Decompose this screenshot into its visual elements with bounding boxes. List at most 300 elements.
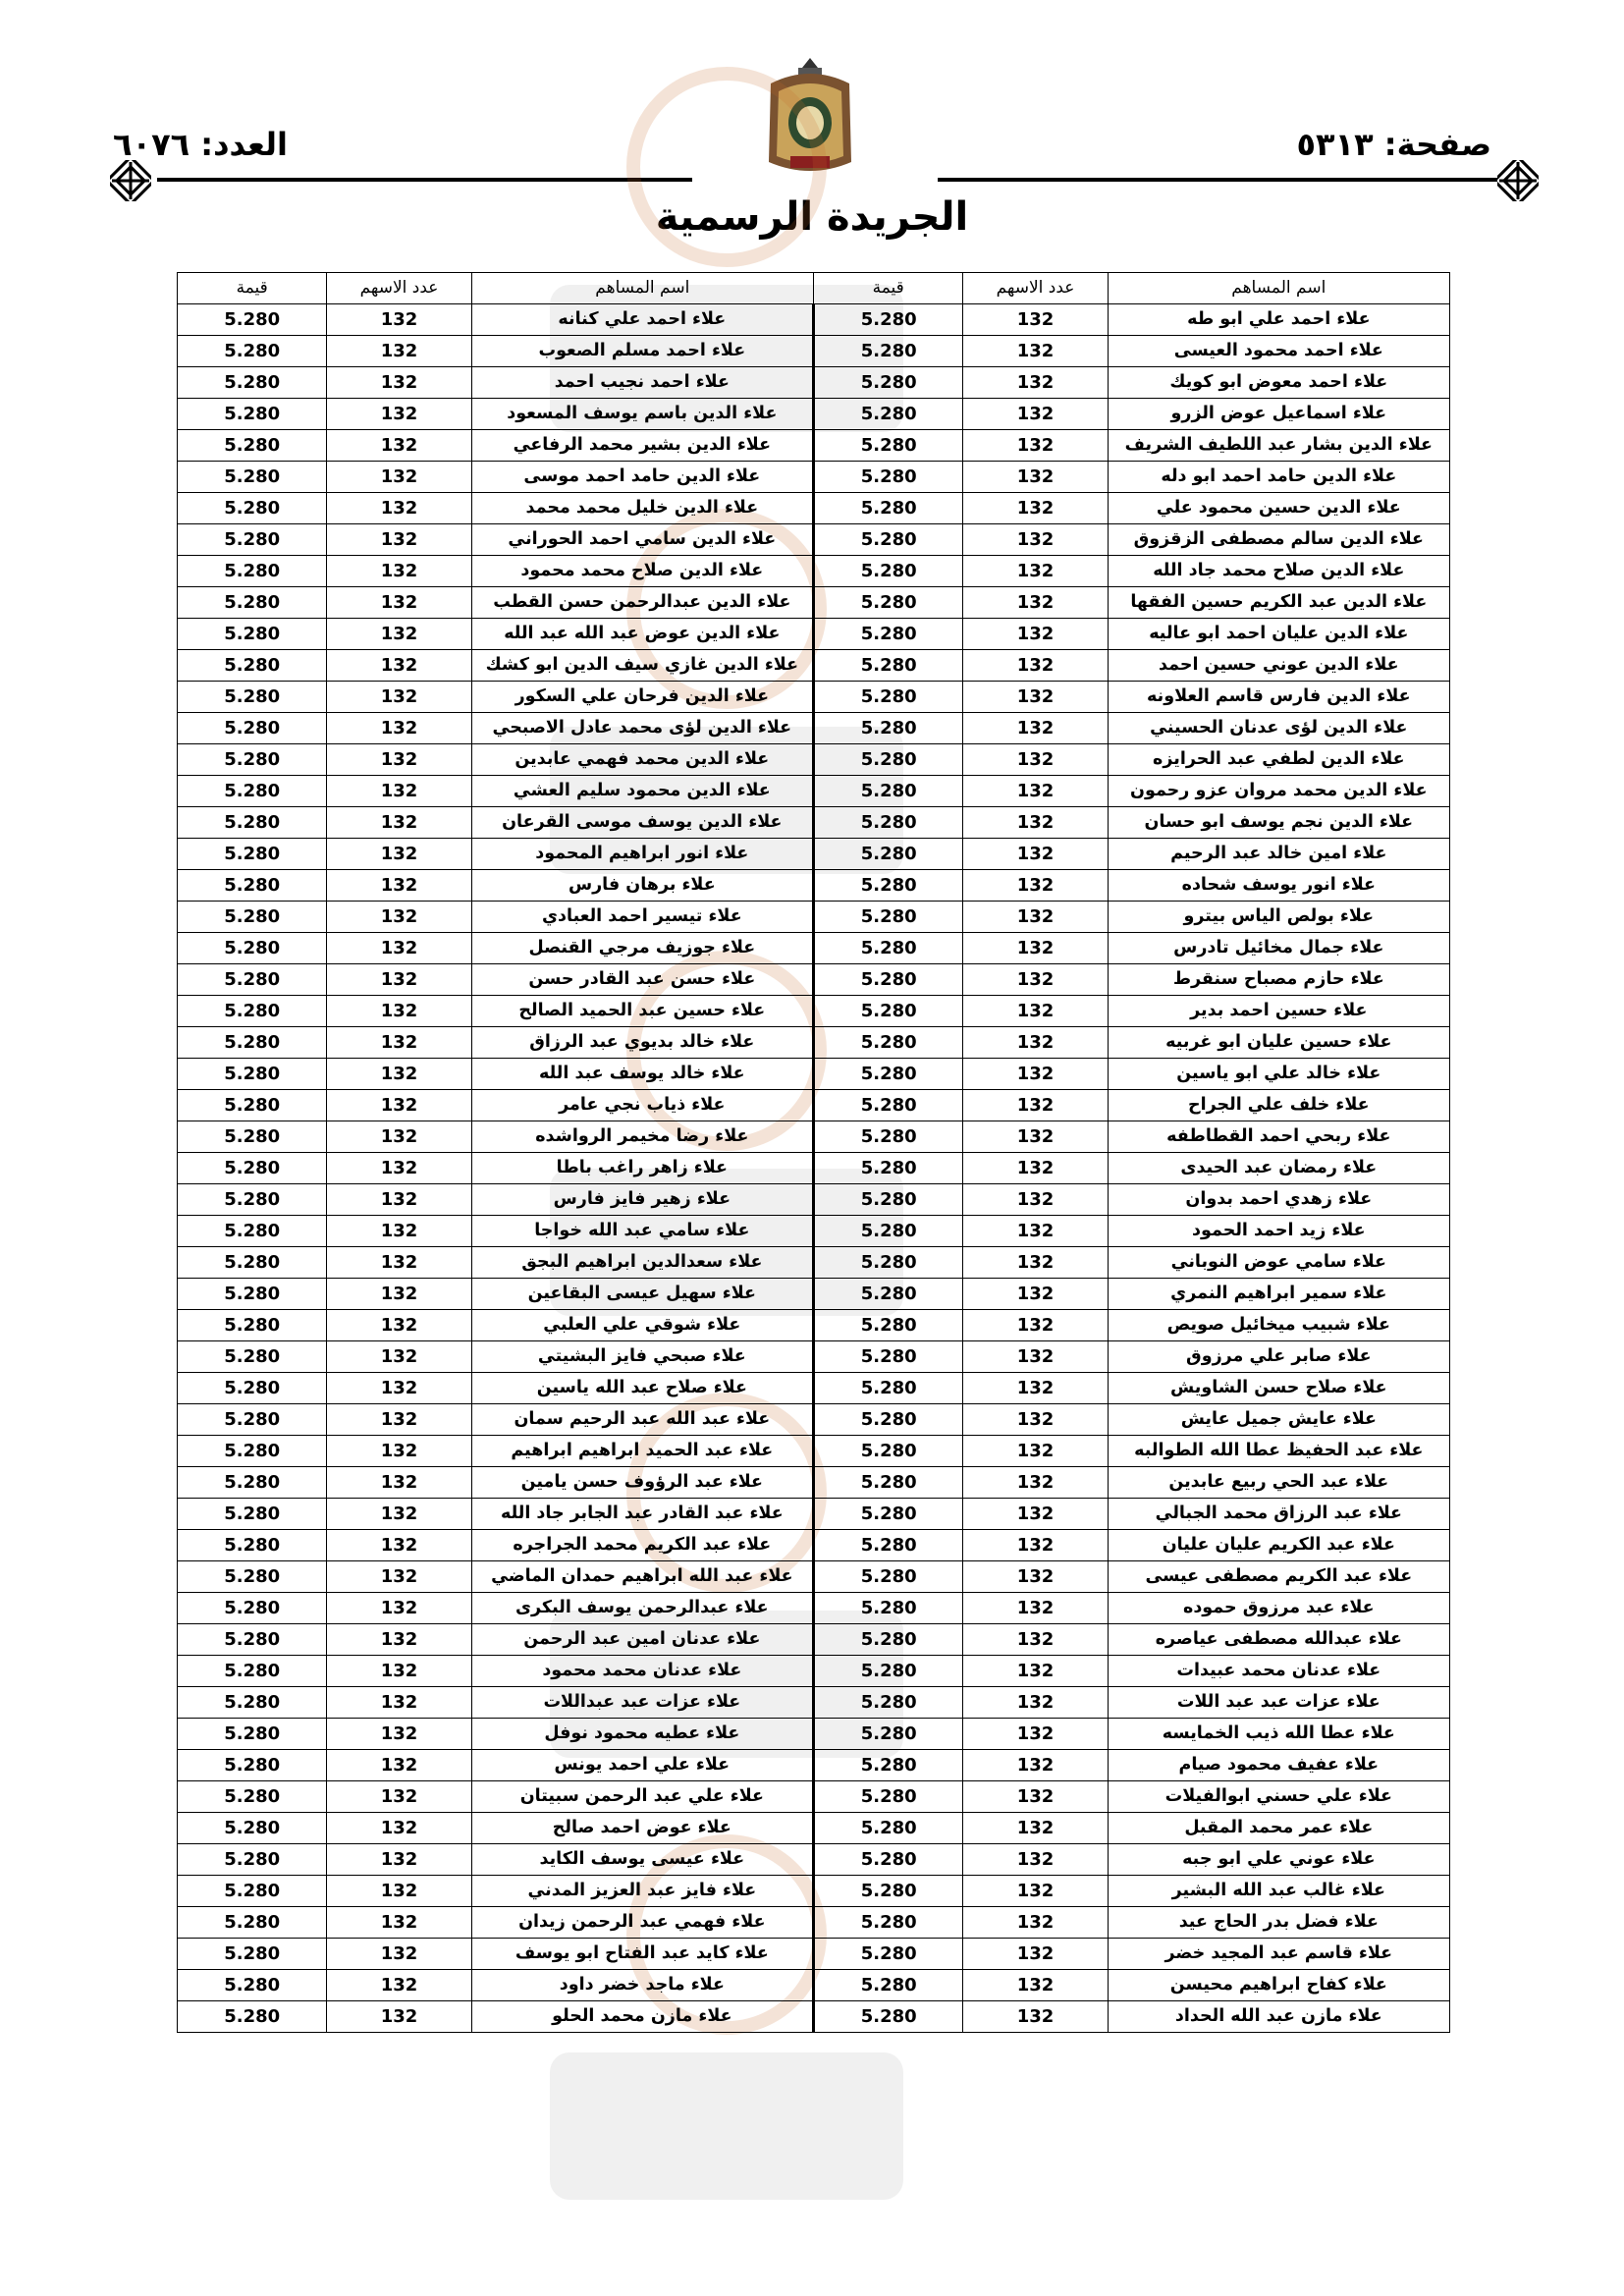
share-count: 132 <box>327 1279 471 1310</box>
share-value: 5.280 <box>178 1499 327 1530</box>
share-value: 5.280 <box>178 1121 327 1153</box>
shareholder-name: علاء حازم مصباح سنقرط <box>1108 964 1449 996</box>
share-value: 5.280 <box>814 430 963 462</box>
share-count: 132 <box>327 1593 471 1624</box>
table-row <box>178 870 1450 902</box>
share-count: 132 <box>963 996 1108 1027</box>
share-count: 132 <box>327 933 471 964</box>
shareholder-name: علاء عيسى يوسف الكايد <box>471 1844 813 1876</box>
share-count: 132 <box>963 1310 1108 1341</box>
shareholder-name: علاء عبد الكريم محمد الجراجره <box>471 1530 813 1561</box>
share-value: 5.280 <box>178 1813 327 1844</box>
share-count: 132 <box>327 807 471 839</box>
issue-number: العدد: ٦٠٧٦ <box>113 126 289 163</box>
table-row <box>178 1499 1450 1530</box>
share-value: 5.280 <box>178 1593 327 1624</box>
share-count: 132 <box>963 462 1108 493</box>
shareholder-name: علاء خلف علي الجراح <box>1108 1090 1449 1121</box>
share-value: 5.280 <box>178 1341 327 1373</box>
share-count: 132 <box>327 682 471 713</box>
shareholder-name: علاء الدين محمد مروان عزو رحمون <box>1108 776 1449 807</box>
table-header-row <box>178 273 1450 304</box>
share-value: 5.280 <box>178 1153 327 1184</box>
shareholder-name: علاء الدين لؤى عدنان الحسيني <box>1108 713 1449 744</box>
shareholder-name: علاء عبد مرزوق حموده <box>1108 1593 1449 1624</box>
shareholder-name: علاء احمد علي كنانه <box>471 304 813 336</box>
share-count: 132 <box>327 1687 471 1719</box>
share-count: 132 <box>327 524 471 556</box>
table-row <box>178 2001 1450 2033</box>
share-count: 132 <box>963 1373 1108 1404</box>
share-value: 5.280 <box>814 713 963 744</box>
share-value: 5.280 <box>814 1341 963 1373</box>
share-value: 5.280 <box>814 1216 963 1247</box>
share-value: 5.280 <box>178 336 327 367</box>
share-value: 5.280 <box>814 587 963 619</box>
shareholder-name: علاء الدين محمد فهمي عابدين <box>471 744 813 776</box>
share-value: 5.280 <box>178 399 327 430</box>
shareholder-name: علاء عمر محمد المقبل <box>1108 1813 1449 1844</box>
shareholder-name: علاء امين خالد عبد الرحيم <box>1108 839 1449 870</box>
shareholder-name: علاء كفاح ابراهيم محيسن <box>1108 1970 1449 2001</box>
share-count: 132 <box>327 1310 471 1341</box>
share-value: 5.280 <box>814 336 963 367</box>
table-row <box>178 1781 1450 1813</box>
shareholder-name: علاء علي عبد الرحمن سبيتان <box>471 1781 813 1813</box>
shareholder-name: علاء الدين حامد احمد موسى <box>471 462 813 493</box>
share-count: 132 <box>963 870 1108 902</box>
shareholder-name: علاء الدين فارس قاسم العلاونه <box>1108 682 1449 713</box>
share-value: 5.280 <box>178 304 327 336</box>
share-count: 132 <box>327 1027 471 1059</box>
share-count: 132 <box>327 1970 471 2001</box>
share-value: 5.280 <box>814 650 963 682</box>
share-count: 132 <box>327 587 471 619</box>
share-value: 5.280 <box>814 2001 963 2033</box>
shareholder-name: علاء كايد عبد الفتاح ابو يوسف <box>471 1939 813 1970</box>
share-value: 5.280 <box>814 367 963 399</box>
shareholder-name: علاء ربحي احمد القطاطفه <box>1108 1121 1449 1153</box>
share-value: 5.280 <box>178 1090 327 1121</box>
share-value: 5.280 <box>814 1090 963 1121</box>
share-value: 5.280 <box>178 1876 327 1907</box>
table-row <box>178 1719 1450 1750</box>
share-count: 132 <box>327 1561 471 1593</box>
table-row <box>178 1247 1450 1279</box>
shareholder-name: علاء سامي عبد الله خواجا <box>471 1216 813 1247</box>
shareholder-name: علاء عدنان امين عبد الرحمن <box>471 1624 813 1656</box>
table-row <box>178 1153 1450 1184</box>
share-value: 5.280 <box>814 1404 963 1436</box>
share-count: 132 <box>963 744 1108 776</box>
share-value: 5.280 <box>814 524 963 556</box>
share-count: 132 <box>963 1624 1108 1656</box>
share-count: 132 <box>327 1059 471 1090</box>
share-value: 5.280 <box>178 1624 327 1656</box>
table-row <box>178 1404 1450 1436</box>
shareholder-name: علاء غالب عبد الله البشير <box>1108 1876 1449 1907</box>
share-count: 132 <box>963 1844 1108 1876</box>
share-count: 132 <box>963 1216 1108 1247</box>
share-value: 5.280 <box>178 1844 327 1876</box>
share-value: 5.280 <box>814 1624 963 1656</box>
table-row <box>178 1876 1450 1907</box>
shareholder-name: علاء عبد الحفيظ عطا الله الطوالبه <box>1108 1436 1449 1467</box>
share-count: 132 <box>327 964 471 996</box>
shareholder-name: علاء علي حسني ابوالفيلات <box>1108 1781 1449 1813</box>
share-value: 5.280 <box>178 1184 327 1216</box>
shareholder-name: علاء انور يوسف شحاده <box>1108 870 1449 902</box>
share-value: 5.280 <box>814 1939 963 1970</box>
table-row <box>178 1121 1450 1153</box>
share-value: 5.280 <box>178 1467 327 1499</box>
share-count: 132 <box>963 1341 1108 1373</box>
shareholder-name: علاء عبد القادر عبد الجابر جاد الله <box>471 1499 813 1530</box>
share-value: 5.280 <box>178 587 327 619</box>
table-row <box>178 1341 1450 1373</box>
share-count: 132 <box>963 524 1108 556</box>
shareholder-name: علاء عبد الله ابراهيم حمدان الماضي <box>471 1561 813 1593</box>
table-row <box>178 304 1450 336</box>
shareholder-name: علاء زهدي احمد بدوان <box>1108 1184 1449 1216</box>
share-count: 132 <box>327 1184 471 1216</box>
share-count: 132 <box>327 1341 471 1373</box>
share-value: 5.280 <box>178 776 327 807</box>
shareholder-name: علاء عايش جميل عايش <box>1108 1404 1449 1436</box>
shareholder-name: علاء الدين عليان احمد ابو عاليه <box>1108 619 1449 650</box>
shareholder-name: علاء الدين لؤى محمد عادل الاصبحي <box>471 713 813 744</box>
share-count: 132 <box>327 556 471 587</box>
header-rule-left <box>157 178 692 182</box>
shareholder-name: علاء عطيه محمود نوفل <box>471 1719 813 1750</box>
table-row <box>178 336 1450 367</box>
share-value: 5.280 <box>178 1656 327 1687</box>
shareholder-name: علاء اسماعيل عوض الزرو <box>1108 399 1449 430</box>
share-count: 132 <box>963 1593 1108 1624</box>
share-value: 5.280 <box>814 1436 963 1467</box>
shareholder-name: علاء الدين لطفي عبد الحرايزه <box>1108 744 1449 776</box>
share-value: 5.280 <box>178 713 327 744</box>
shareholder-name: علاء عبدالرحمن يوسف البكرى <box>471 1593 813 1624</box>
table-row <box>178 1530 1450 1561</box>
table-row <box>178 1844 1450 1876</box>
shareholder-name: علاء الدين نجم يوسف ابو حسان <box>1108 807 1449 839</box>
table-row <box>178 1813 1450 1844</box>
share-value: 5.280 <box>178 556 327 587</box>
shareholder-name: علاء سمير ابراهيم النمري <box>1108 1279 1449 1310</box>
share-value: 5.280 <box>814 462 963 493</box>
shareholder-name: علاء بولص الياس بيترو <box>1108 902 1449 933</box>
shareholder-name: علاء خالد علي ابو ياسين <box>1108 1059 1449 1090</box>
share-value: 5.280 <box>178 462 327 493</box>
share-value: 5.280 <box>178 1247 327 1279</box>
share-count: 132 <box>327 744 471 776</box>
share-count: 132 <box>327 902 471 933</box>
share-count: 132 <box>963 619 1108 650</box>
table-row <box>178 1656 1450 1687</box>
share-count: 132 <box>327 1404 471 1436</box>
shareholder-name: علاء قاسم عبد المجيد خضر <box>1108 1939 1449 1970</box>
shareholder-name: علاء تيسير احمد العبادي <box>471 902 813 933</box>
share-count: 132 <box>963 1970 1108 2001</box>
share-value: 5.280 <box>178 619 327 650</box>
share-count: 132 <box>963 1876 1108 1907</box>
share-value: 5.280 <box>814 807 963 839</box>
table-row <box>178 556 1450 587</box>
gazette-title: الجريدة الرسمية <box>655 194 969 240</box>
shareholder-name: علاء الدين عبد الكريم حسين الفقها <box>1108 587 1449 619</box>
share-count: 132 <box>963 1121 1108 1153</box>
shareholder-name: علاء حسن عبد القادر حسن <box>471 964 813 996</box>
share-count: 132 <box>963 1499 1108 1530</box>
table-row <box>178 682 1450 713</box>
shareholder-name: علاء الدين عبدالرحمن حسن القطب <box>471 587 813 619</box>
share-count: 132 <box>963 713 1108 744</box>
shareholder-name: علاء احمد مسلم الصعوب <box>471 336 813 367</box>
shareholder-name: علاء الدين حسين محمود علي <box>1108 493 1449 524</box>
table-row <box>178 587 1450 619</box>
share-value: 5.280 <box>814 1153 963 1184</box>
shareholder-name: علاء الدين عوني حسين احمد <box>1108 650 1449 682</box>
share-value: 5.280 <box>814 1813 963 1844</box>
column-header-count: عدد الاسهم <box>963 273 1108 304</box>
share-value: 5.280 <box>814 870 963 902</box>
share-count: 132 <box>963 1090 1108 1121</box>
share-count: 132 <box>963 304 1108 336</box>
share-count: 132 <box>327 430 471 462</box>
shareholder-name: علاء شبيب ميخائيل صويص <box>1108 1310 1449 1341</box>
table-row <box>178 462 1450 493</box>
table-row <box>178 1279 1450 1310</box>
share-value: 5.280 <box>814 1530 963 1561</box>
page-header <box>0 0 1624 265</box>
share-count: 132 <box>963 1059 1108 1090</box>
share-count: 132 <box>327 870 471 902</box>
shareholder-name: علاء الدين سالم مصطفى الزقزوق <box>1108 524 1449 556</box>
table-row <box>178 1373 1450 1404</box>
table-row <box>178 1310 1450 1341</box>
share-value: 5.280 <box>814 1279 963 1310</box>
share-count: 132 <box>327 1750 471 1781</box>
shareholder-name: علاء الدين يوسف موسى القرعان <box>471 807 813 839</box>
share-count: 132 <box>327 1844 471 1876</box>
table-row <box>178 744 1450 776</box>
shareholder-name: علاء احمد نجيب احمد <box>471 367 813 399</box>
share-value: 5.280 <box>814 1719 963 1750</box>
share-value: 5.280 <box>178 807 327 839</box>
share-count: 132 <box>327 304 471 336</box>
table-row <box>178 1216 1450 1247</box>
share-count: 132 <box>963 430 1108 462</box>
table-row <box>178 1467 1450 1499</box>
shareholder-name: علاء عزات عبد عبد اللات <box>1108 1687 1449 1719</box>
column-header-name: اسم المساهم <box>471 273 813 304</box>
share-count: 132 <box>327 713 471 744</box>
share-count: 132 <box>963 399 1108 430</box>
share-value: 5.280 <box>178 1719 327 1750</box>
share-count: 132 <box>327 462 471 493</box>
shareholder-name: علاء عبد الكريم عليان عليان <box>1108 1530 1449 1561</box>
share-count: 132 <box>963 1939 1108 1970</box>
share-count: 132 <box>963 1247 1108 1279</box>
share-value: 5.280 <box>814 493 963 524</box>
shareholder-name: علاء صبحي فايز البشيتي <box>471 1341 813 1373</box>
share-count: 132 <box>327 1467 471 1499</box>
share-value: 5.280 <box>814 1027 963 1059</box>
share-count: 132 <box>327 1436 471 1467</box>
table-row <box>178 1090 1450 1121</box>
shareholder-name: علاء احمد محمود العيسى <box>1108 336 1449 367</box>
share-value: 5.280 <box>814 1750 963 1781</box>
shareholder-name: علاء الدين عوض عبد الله عبد الله <box>471 619 813 650</box>
share-count: 132 <box>327 2001 471 2033</box>
table-row <box>178 430 1450 462</box>
column-header-count: عدد الاسهم <box>327 273 471 304</box>
column-header-name: اسم المساهم <box>1108 273 1449 304</box>
shareholder-name: علاء الدين حامد احمد ابو دله <box>1108 462 1449 493</box>
share-value: 5.280 <box>178 1279 327 1310</box>
share-value: 5.280 <box>178 744 327 776</box>
share-count: 132 <box>327 399 471 430</box>
table-row <box>178 902 1450 933</box>
share-count: 132 <box>963 1907 1108 1939</box>
shareholder-name: علاء عزات عبد عبداللات <box>471 1687 813 1719</box>
share-count: 132 <box>327 1216 471 1247</box>
shareholder-name: علاء جمال مخائيل تادرس <box>1108 933 1449 964</box>
shareholder-name: علاء الدين باسم يوسف المسعود <box>471 399 813 430</box>
share-count: 132 <box>327 839 471 870</box>
shareholder-name: علاء علي احمد يونس <box>471 1750 813 1781</box>
share-value: 5.280 <box>178 493 327 524</box>
shareholder-name: علاء زاهر راغب باطا <box>471 1153 813 1184</box>
share-count: 132 <box>963 1561 1108 1593</box>
table-row <box>178 933 1450 964</box>
share-value: 5.280 <box>178 524 327 556</box>
table-row <box>178 1939 1450 1970</box>
share-value: 5.280 <box>814 1467 963 1499</box>
share-count: 132 <box>327 1907 471 1939</box>
share-count: 132 <box>327 1530 471 1561</box>
share-value: 5.280 <box>814 1499 963 1530</box>
share-count: 132 <box>963 587 1108 619</box>
shareholder-name: علاء سهيل عيسى البقاعين <box>471 1279 813 1310</box>
share-value: 5.280 <box>814 1907 963 1939</box>
shareholder-name: علاء عطا الله ذيب الخمايسه <box>1108 1719 1449 1750</box>
shareholder-name: علاء جوزيف مرجي القنصل <box>471 933 813 964</box>
shareholder-name: علاء عبد الرزاق محمد الجبالي <box>1108 1499 1449 1530</box>
share-count: 132 <box>963 367 1108 399</box>
share-value: 5.280 <box>178 650 327 682</box>
shareholder-name: علاء رضا مخيمر الرواشده <box>471 1121 813 1153</box>
share-count: 132 <box>963 1656 1108 1687</box>
table-row <box>178 524 1450 556</box>
shareholder-name: علاء عبد الرؤوف حسن يامين <box>471 1467 813 1499</box>
share-count: 132 <box>327 1813 471 1844</box>
shareholder-name: علاء مازن محمد الحلو <box>471 2001 813 2033</box>
table-row <box>178 1624 1450 1656</box>
share-count: 132 <box>963 1184 1108 1216</box>
share-value: 5.280 <box>178 839 327 870</box>
shareholder-name: علاء الدين بشار عبد اللطيف الشريف <box>1108 430 1449 462</box>
share-count: 132 <box>327 1153 471 1184</box>
shareholder-name: علاء الدين سامي احمد الحوراني <box>471 524 813 556</box>
table-row <box>178 1027 1450 1059</box>
share-value: 5.280 <box>814 1781 963 1813</box>
share-count: 132 <box>963 1530 1108 1561</box>
share-value: 5.280 <box>178 1436 327 1467</box>
table-row <box>178 1561 1450 1593</box>
table-row <box>178 807 1450 839</box>
share-count: 132 <box>963 1750 1108 1781</box>
table-row <box>178 1593 1450 1624</box>
share-count: 132 <box>963 1436 1108 1467</box>
share-value: 5.280 <box>178 964 327 996</box>
coat-of-arms-icon <box>761 54 859 182</box>
share-value: 5.280 <box>814 1310 963 1341</box>
table-row <box>178 1059 1450 1090</box>
share-value: 5.280 <box>814 1247 963 1279</box>
share-count: 132 <box>963 1027 1108 1059</box>
shareholders-table <box>177 272 1450 2033</box>
share-count: 132 <box>327 1656 471 1687</box>
table-row <box>178 713 1450 744</box>
shareholder-name: علاء فهمي عبد الرحمن زيدان <box>471 1907 813 1939</box>
shareholder-name: علاء الدين صلاح محمد محمود <box>471 556 813 587</box>
shareholder-name: علاء عوني علي ابو جبه <box>1108 1844 1449 1876</box>
share-value: 5.280 <box>814 1593 963 1624</box>
share-value: 5.280 <box>814 839 963 870</box>
share-count: 132 <box>327 1876 471 1907</box>
shareholder-name: علاء عبد الحي ربيع عابدين <box>1108 1467 1449 1499</box>
shareholder-name: علاء حسين عليان ابو غربيه <box>1108 1027 1449 1059</box>
share-count: 132 <box>963 493 1108 524</box>
share-value: 5.280 <box>814 304 963 336</box>
share-count: 132 <box>963 933 1108 964</box>
table-row <box>178 367 1450 399</box>
shareholder-name: علاء عبدالله مصطفى عياصره <box>1108 1624 1449 1656</box>
shareholder-name: علاء مازن عبد الله الحداد <box>1108 2001 1449 2033</box>
table-row <box>178 399 1450 430</box>
share-value: 5.280 <box>178 902 327 933</box>
share-value: 5.280 <box>178 1530 327 1561</box>
table-row <box>178 1436 1450 1467</box>
shareholder-name: علاء ذياب نجي عامر <box>471 1090 813 1121</box>
share-value: 5.280 <box>814 1184 963 1216</box>
shareholder-name: علاء فايز عبد العزيز المدني <box>471 1876 813 1907</box>
share-count: 132 <box>327 1499 471 1530</box>
share-value: 5.280 <box>178 2001 327 2033</box>
shareholder-name: علاء عوض احمد صالح <box>471 1813 813 1844</box>
shareholder-name: علاء صلاح حسن الشاويش <box>1108 1373 1449 1404</box>
share-count: 132 <box>963 336 1108 367</box>
table-row <box>178 493 1450 524</box>
share-count: 132 <box>327 776 471 807</box>
share-count: 132 <box>327 493 471 524</box>
shareholder-name: علاء خالد يوسف عبد الله <box>471 1059 813 1090</box>
share-value: 5.280 <box>178 1750 327 1781</box>
share-value: 5.280 <box>178 1310 327 1341</box>
share-count: 132 <box>963 839 1108 870</box>
table-row <box>178 839 1450 870</box>
share-value: 5.280 <box>814 996 963 1027</box>
share-count: 132 <box>963 682 1108 713</box>
share-count: 132 <box>963 807 1108 839</box>
share-value: 5.280 <box>814 1970 963 2001</box>
share-value: 5.280 <box>814 744 963 776</box>
share-count: 132 <box>963 776 1108 807</box>
column-header-value: قيمة <box>814 273 963 304</box>
table-row <box>178 1750 1450 1781</box>
